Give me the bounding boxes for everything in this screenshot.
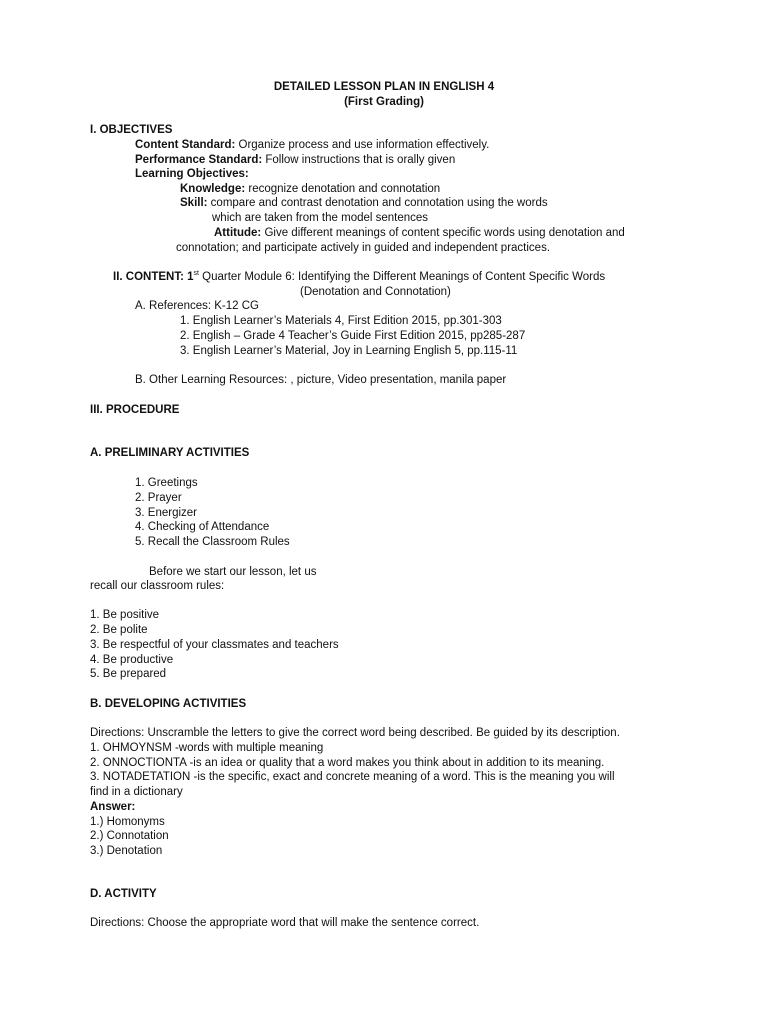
answer-label: Answer: (90, 801, 136, 813)
skill-text-continued: which are taken from the model sentences (212, 212, 429, 224)
objectives-heading: I. OBJECTIVES (90, 124, 173, 136)
content-heading-sup: st (193, 270, 199, 278)
preliminary-item: 2. Prayer (135, 492, 182, 504)
classroom-rule: 1. Be positive (90, 609, 160, 621)
preliminary-heading: A. PRELIMINARY ACTIVITIES (90, 447, 250, 459)
learning-objectives-label: Learning Objectives: (135, 168, 249, 180)
answer-item: 1.) Homonyms (90, 816, 165, 828)
activity-directions: Directions: Choose the appropriate word that will make the sentence correct. (90, 917, 480, 929)
classroom-rule: 3. Be respectful of your classmates and teachers (90, 639, 339, 651)
performance-standard-text: Follow instructions that is orally given (262, 154, 456, 166)
classroom-rule: 2. Be polite (90, 624, 148, 636)
document-subtitle: (First Grading) (344, 96, 424, 108)
reference-item: 3. English Learner’s Material, Joy in Learning English 5, pp.115-11 (180, 345, 518, 357)
references-heading: A. References: K-12 CG (135, 300, 259, 312)
skill-label: Skill: (180, 197, 208, 209)
before-lesson-line: recall our classroom rules: (90, 580, 225, 592)
preliminary-item: 5. Recall the Classroom Rules (135, 536, 290, 548)
content-heading-prefix: II. CONTENT: 1 (113, 271, 194, 283)
reference-item: 2. English – Grade 4 Teacher’s Guide First Edition 2015, pp285-287 (180, 330, 526, 342)
knowledge-objective (180, 182, 440, 197)
skill-objective (180, 196, 548, 211)
content-standard-label: Content Standard: (135, 139, 236, 151)
reference-item: 1. English Learner’s Materials 4, First Edition 2015, pp.301-303 (180, 315, 502, 327)
content-standard-text: Organize process and use information effectively. (235, 139, 490, 151)
attitude-objective (214, 226, 625, 241)
skill-text: compare and contrast denotation and connotation using the words (207, 197, 548, 209)
knowledge-text: recognize denotation and connotation (245, 183, 441, 195)
activity-heading: D. ACTIVITY (90, 888, 157, 900)
preliminary-item: 3. Energizer (135, 507, 198, 519)
preliminary-item: 1. Greetings (135, 477, 198, 489)
attitude-text-continued: connotation; and participate actively in guided and independent practices. (176, 242, 551, 254)
developing-item: find in a dictionary (90, 786, 183, 798)
performance-standard-label: Performance Standard: (135, 154, 263, 166)
answer-item: 3.) Denotation (90, 845, 163, 857)
content-standard (135, 138, 489, 153)
classroom-rule: 5. Be prepared (90, 668, 167, 680)
developing-directions: Directions: Unscramble the letters to give the correct word being described. Be guided by its description. (90, 727, 620, 739)
classroom-rule: 4. Be productive (90, 654, 174, 666)
performance-standard (135, 153, 455, 168)
developing-item: 2. ONNOCTIONTA -is an idea or quality that a word makes you think about in addition to its meaning. (90, 757, 605, 769)
before-lesson-line: Before we start our lesson, let us (149, 566, 317, 578)
developing-item: 1. OHMOYNSM -words with multiple meaning (90, 742, 324, 754)
developing-heading: B. DEVELOPING ACTIVITIES (90, 698, 247, 710)
document-title: DETAILED LESSON PLAN IN ENGLISH 4 (273, 81, 495, 93)
developing-item: 3. NOTADETATION -is the specific, exact and concrete meaning of a word. This is the meaning you will (90, 771, 615, 783)
attitude-text: Give different meanings of content specific words using denotation and (261, 227, 625, 239)
knowledge-label: Knowledge: (180, 183, 246, 195)
procedure-heading: III. PROCEDURE (90, 404, 180, 416)
other-learning-resources: B. Other Learning Resources: , picture, Video presentation, manila paper (135, 374, 507, 386)
preliminary-item: 4. Checking of Attendance (135, 521, 270, 533)
attitude-label: Attitude: (214, 227, 262, 239)
content-heading (113, 270, 605, 285)
content-heading-line2: (Denotation and Connotation) (300, 286, 451, 298)
content-heading-text: Quarter Module 6: Identifying the Different Meanings of Content Specific Words (198, 271, 606, 283)
answer-item: 2.) Connotation (90, 830, 169, 842)
